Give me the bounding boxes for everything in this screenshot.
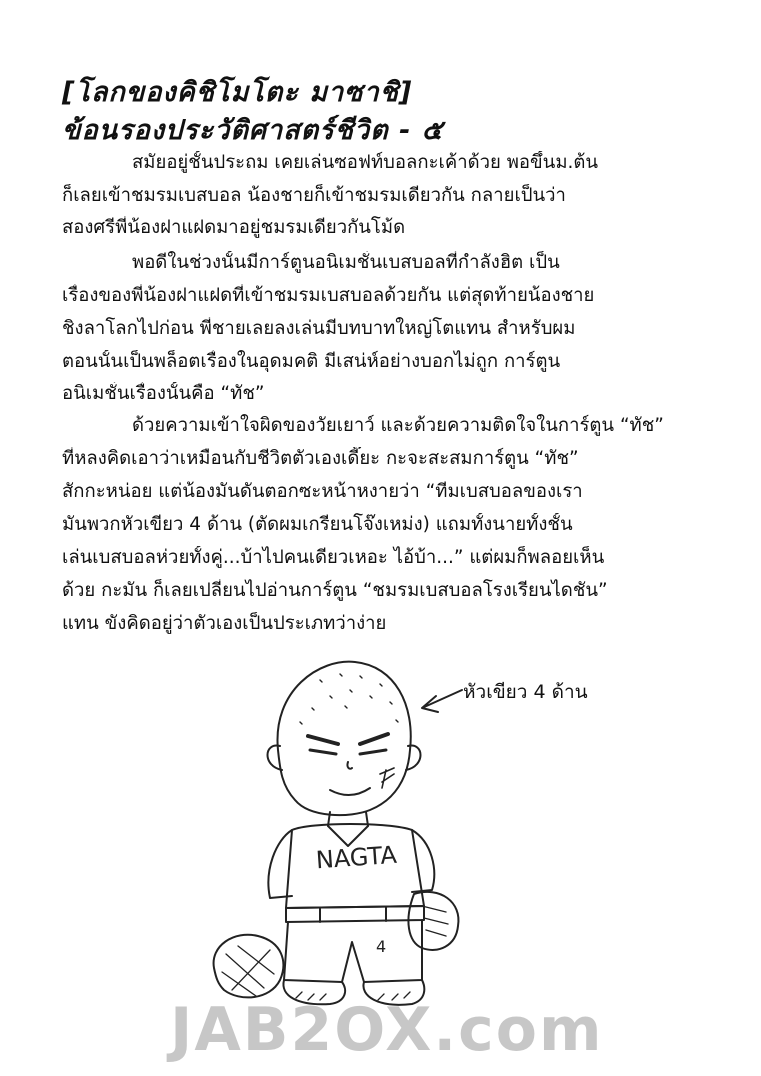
paragraph-3-line-1: ด้วยความเข้าใจผิดของวัยเยาว์ และด้วยความติดใจในการ์ตูน “ทัช” [132, 415, 664, 436]
paragraph-2-line-3: ชิงลาโลกไปก่อน พี่ชายเลยลงเล่นมีบทบาทใหญ่โตแทน สำหรับผม [62, 318, 576, 339]
illustration-label: หัวเขียว 4 ด้าน [463, 681, 588, 703]
paragraph-2-line-2: เรื่องของพี่น้องฝาแฝดที่เข้าชมรมเบสบอลด้วยกัน แต่สุดท้ายน้องชาย [62, 285, 595, 306]
arrow-icon [422, 690, 462, 712]
paragraph-3-line-4: มันพวกหัวเขียว 4 ด้าน (ตัดผมเกรียนโจ๊งเหม่ง) แถมทั้งนายทั้งชั้น [62, 514, 573, 535]
glove-number: 4 [376, 937, 387, 956]
baseball-boy-drawing [200, 650, 620, 1030]
jersey-text: NAGTA [314, 840, 398, 875]
paragraph-1-line-3: สองศรีพี่น้องฝาแฝดมาอยู่ชมรมเดียวกันโม้ด [62, 217, 406, 238]
paragraph-1-line-2: ก็เลยเข้าชมรมเบสบอล น้องชายก็เข้าชมรมเดียวกัน กลายเป็นว่า [62, 185, 566, 206]
paragraph-2-line-4: ตอนนั้นเป็นพล็อตเรื่องในอุดมคติ มีเสน่ห์อย่างบอกไม่ถูก การ์ตูน [62, 351, 561, 372]
page-subtitle: ข้อนรองประวัติศาสตร์ชีวิต - ๕ [62, 115, 444, 146]
paragraph-3-line-6: ด้วย กะมัน ก็เลยเปลี่ยนไปอ่านการ์ตูน “ชมรมเบสบอลโรงเรียนไดชัน” [62, 580, 608, 601]
paragraph-3-line-2: ที่หลงคิดเอาว่าเหมือนกับชีวิตตัวเองเดี๊ยะ กะจะสะสมการ์ตูน “ทัช” [62, 448, 579, 469]
page-title: [โลกของคิชิโมโตะ มาซาชิ] [62, 77, 413, 108]
paragraph-2-line-5: อนิเมชั่นเรื่องนั้นคือ “ทัช” [62, 383, 265, 404]
paragraph-3-line-3: สักกะหน่อย แต่น้องมันดันตอกซะหน้าหงายว่า “ทีมเบสบอลของเรา [62, 481, 583, 502]
watermark: JAB2OX.com [170, 995, 604, 1065]
paragraph-3-line-7: แทน ขังคิดอยู่ว่าตัวเองเป็นประเภทว่าง่าย [62, 613, 387, 634]
paragraph-3-line-5: เล่นเบสบอลห่วยทั้งคู่...บ้าไปคนเดียวเหอะ ไอ้บ้า...” แต่ผมก็พลอยเห็น [62, 547, 605, 568]
paragraph-2-line-1: พอดีในช่วงนั้นมีการ์ตูนอนิเมชั่นเบสบอลที่กำลังฮิต เป็น [132, 252, 560, 273]
paragraph-1-line-1: สมัยอยู่ชั้นประถม เคยเล่นซอฟท์บอลกะเค้าด้วย พอขึ้นม.ต้น [132, 152, 599, 173]
